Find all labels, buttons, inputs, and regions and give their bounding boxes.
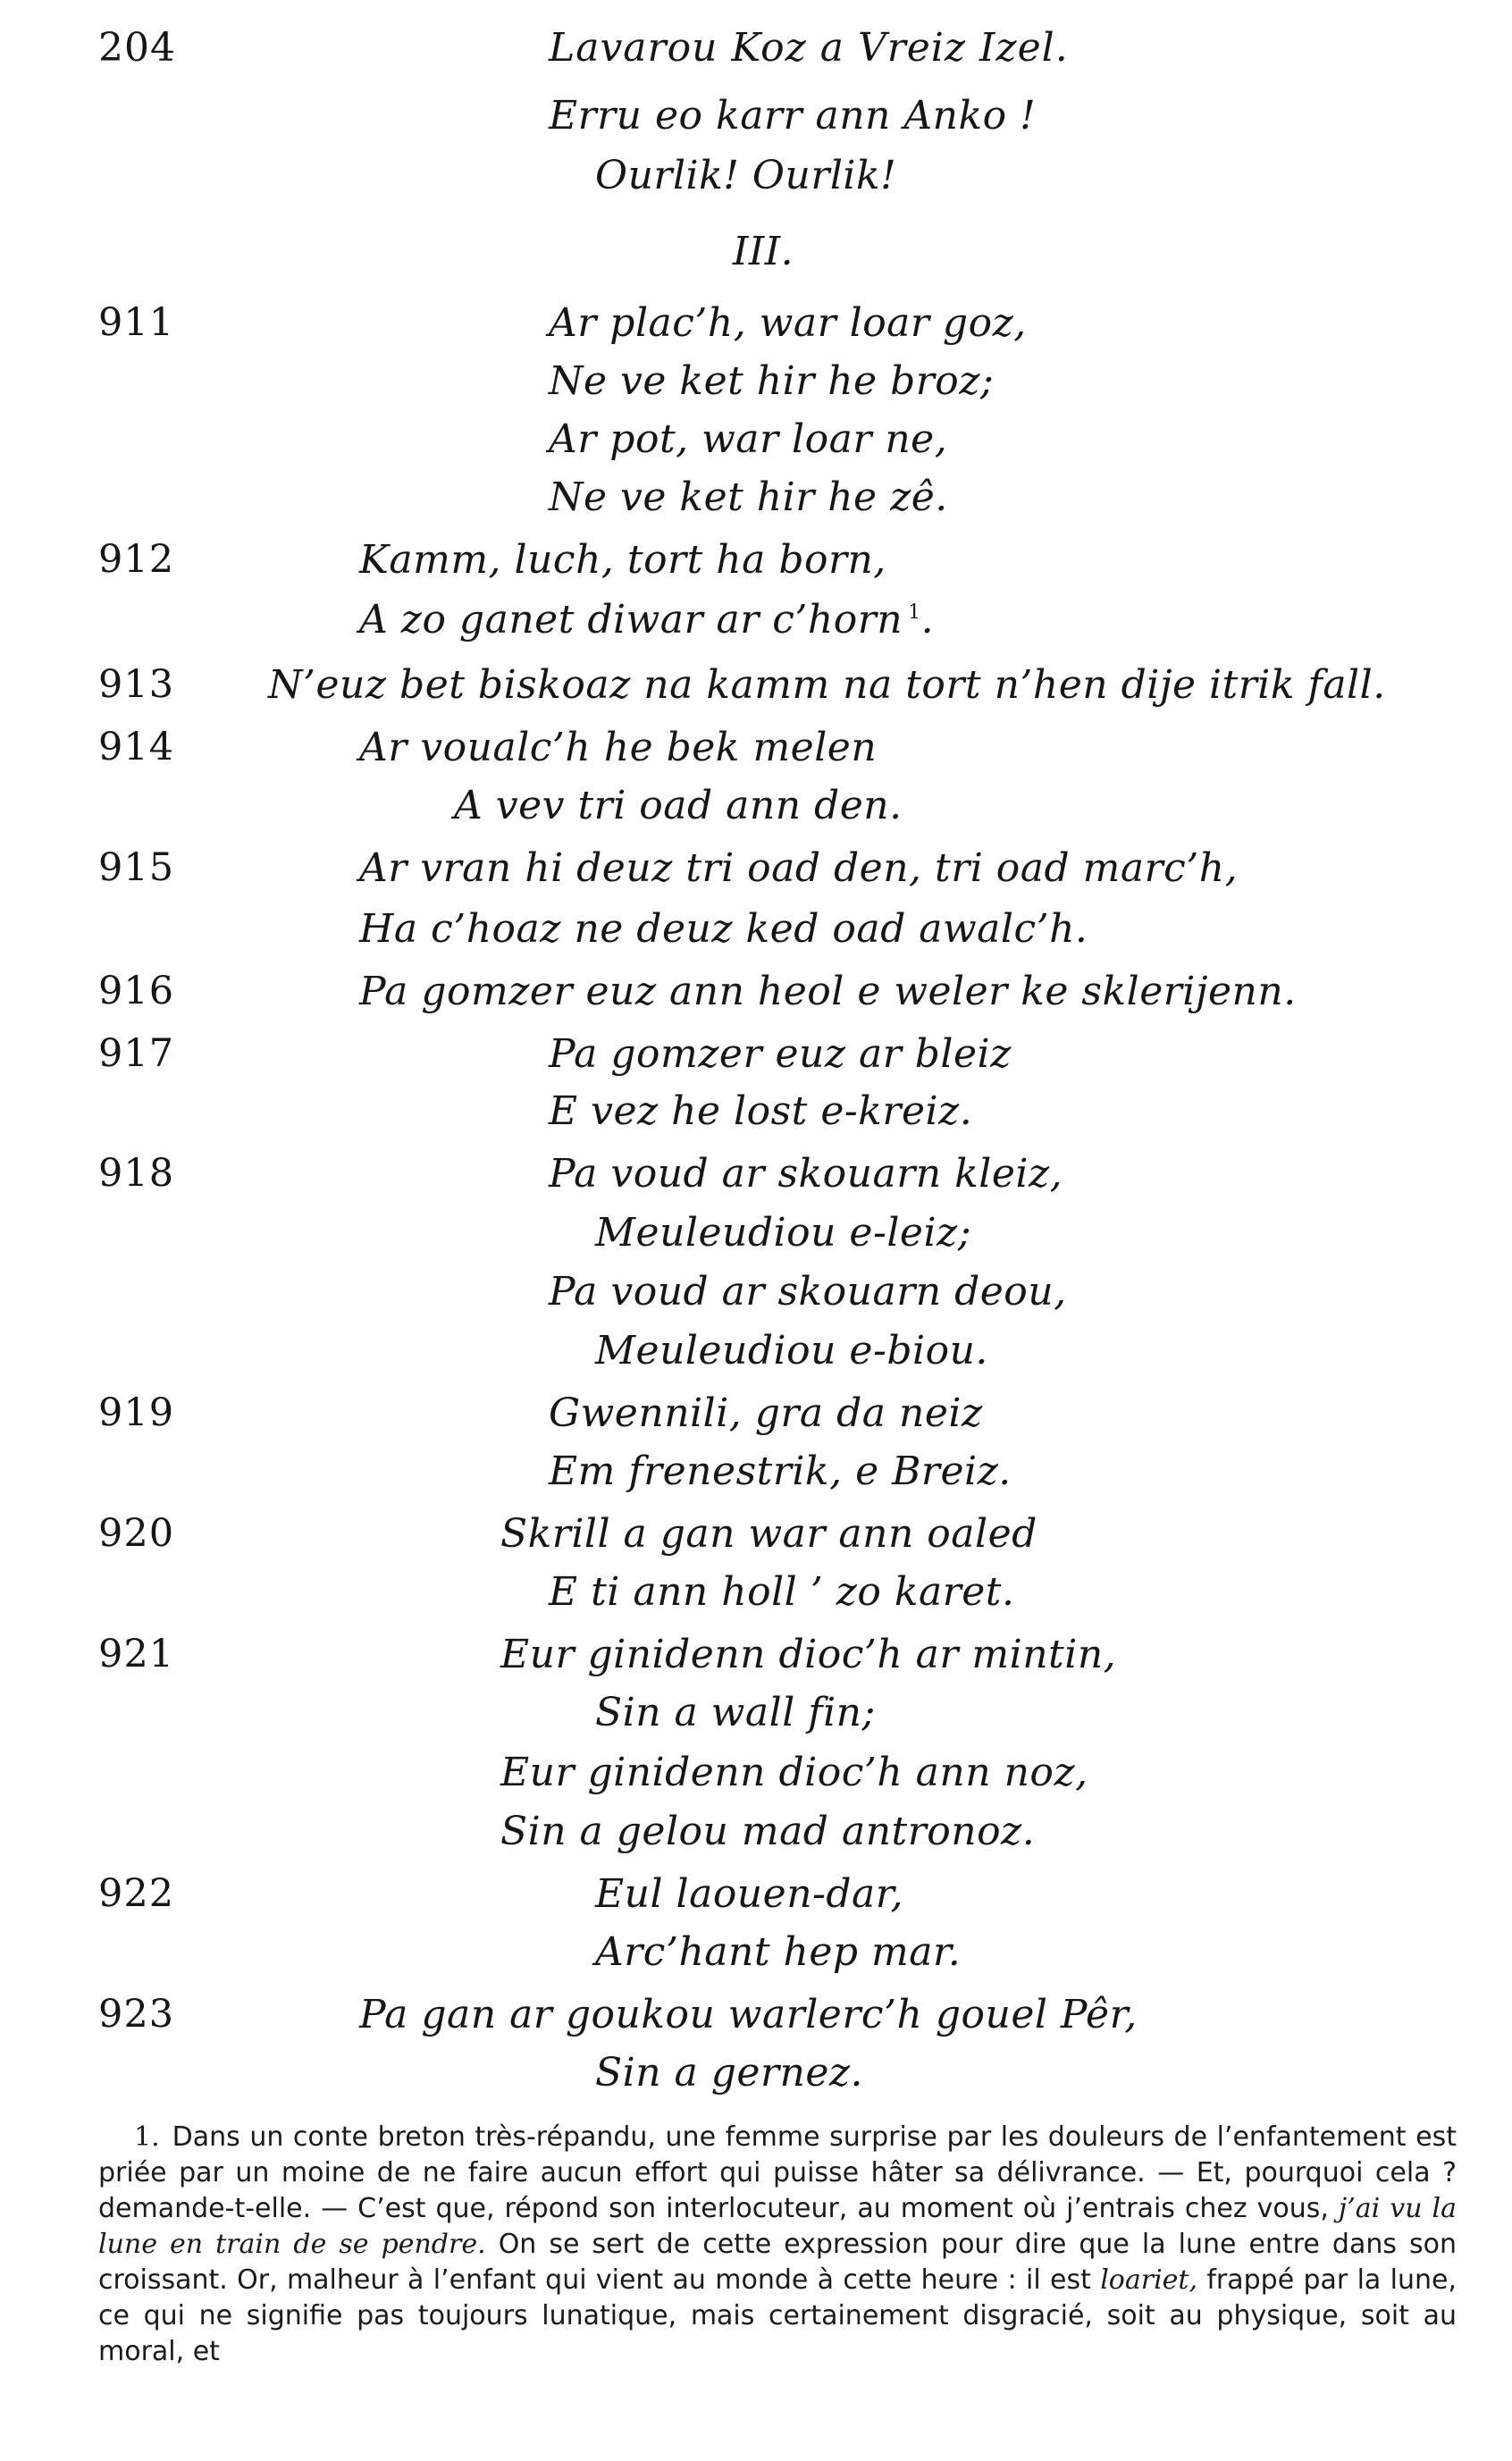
footnote-italic: loariet, bbox=[1100, 2264, 1198, 2296]
verse-line: Arc’hant hep mar. bbox=[595, 1929, 962, 1975]
footnote-italic: j’ai vu la lune en train de se pendre. bbox=[98, 2193, 1457, 2260]
verse-number: 916 bbox=[98, 969, 175, 1013]
verse-line: Sin a gernez. bbox=[595, 2050, 864, 2096]
verse-line: Eul laouen-dar, bbox=[595, 1871, 903, 1917]
verse-line: Erru eo karr ann Anko ! bbox=[549, 93, 1037, 139]
verse-number: 913 bbox=[98, 662, 175, 707]
verse-number: 914 bbox=[98, 725, 175, 769]
footnote-reference[interactable]: 1 bbox=[908, 601, 921, 625]
verse-line: N’euz bet biskoaz na kamm na tort n’hen dije itrik fall. bbox=[268, 662, 1386, 708]
footnote-marker: 1. bbox=[134, 2121, 160, 2153]
verse-line: Ar pot, war loar ne, bbox=[549, 416, 948, 462]
verse-number: 918 bbox=[98, 1151, 175, 1196]
verse-line: Ourlik! Ourlik! bbox=[595, 153, 897, 198]
verse-line: Skrill a gan war ann oaled bbox=[500, 1511, 1037, 1557]
page-number: 204 bbox=[98, 25, 176, 71]
verse-line: Eur ginidenn dioc’h ar mintin, bbox=[500, 1632, 1117, 1677]
footnote bbox=[98, 2120, 1457, 2370]
verse-line: Gwennili, gra da neiz bbox=[549, 1390, 983, 1436]
section-heading: III. bbox=[733, 229, 794, 274]
verse-line: Ne ve ket hir he zê. bbox=[549, 475, 948, 520]
verse-line: Sin a wall fin; bbox=[595, 1690, 876, 1735]
verse-line: Meuleudiou e-leiz; bbox=[595, 1210, 972, 1256]
verse-line bbox=[359, 597, 935, 643]
footnote-text: frappé par la lune, ce qui ne signifie pas toujours lunatique, mais certainement disgracié, soit au physique, soit au moral, et bbox=[98, 2264, 1457, 2367]
verse-line: Pa gan ar goukou warlerc’h gouel Pêr, bbox=[359, 1992, 1138, 2037]
verse-number: 923 bbox=[98, 1992, 175, 2037]
verse-line: E vez he lost e-kreiz. bbox=[549, 1088, 973, 1134]
footnote-text: On se sert de cette expression pour dire que la lune entre dans son croissant. Or, malheur à l’enfant qui vient au monde à cette heure : il est bbox=[98, 2229, 1457, 2296]
verse-number: 919 bbox=[98, 1390, 175, 1435]
verse-line: Ha c’hoaz ne deuz ked oad awalc’h. bbox=[359, 906, 1088, 952]
verse-line: Kamm, luch, tort ha born, bbox=[359, 537, 886, 583]
verse-number: 917 bbox=[98, 1031, 175, 1076]
verse-line: Meuleudiou e-biou. bbox=[595, 1328, 988, 1373]
verse-line: E ti ann holl ’ zo karet. bbox=[549, 1569, 1015, 1615]
verse-line: Ar voualc’h he bek melen bbox=[359, 725, 878, 770]
verse-text: A zo ganet diwar ar c’horn bbox=[359, 597, 903, 643]
footnote-text: Dans un conte breton très-répandu, une femme surprise par les douleurs de l’enfantement est priée par un moine de ne faire aucun effort qui puisse hâter sa délivrance. — Et, pourquoi cela ? demande-t-elle. — C’est que, répond son interlocuteur, au moment où j’entrais chez vous, bbox=[98, 2121, 1457, 2224]
verse-number: 915 bbox=[98, 845, 175, 890]
verse-number: 922 bbox=[98, 1871, 175, 1916]
verse-line: Em frenestrik, e Breiz. bbox=[549, 1449, 1012, 1494]
verse-line: Pa voud ar skouarn deou, bbox=[549, 1269, 1067, 1314]
verse-line: Eur ginidenn dioc’h ann noz, bbox=[500, 1750, 1088, 1795]
verse-line: Pa gomzer euz ar bleiz bbox=[549, 1031, 1012, 1077]
verse-line: Sin a gelou mad antronoz. bbox=[500, 1809, 1036, 1854]
verse-line: Ne ve ket hir he broz; bbox=[549, 358, 995, 404]
verse-line: Ar plac’h, war loar goz, bbox=[549, 300, 1027, 346]
verse-number: 920 bbox=[98, 1511, 175, 1556]
verse-number: 921 bbox=[98, 1632, 175, 1676]
running-title: Lavarou Koz a Vreiz Izel. bbox=[549, 25, 1069, 71]
verse-line: A vev tri oad ann den. bbox=[454, 783, 903, 828]
footnote-paragraph bbox=[98, 2120, 1457, 2370]
verse-line: Pa voud ar skouarn kleiz, bbox=[549, 1151, 1063, 1197]
verse-punctuation: . bbox=[920, 597, 935, 643]
verse-number: 911 bbox=[98, 300, 175, 345]
verse-number: 912 bbox=[98, 537, 175, 582]
verse-line: Pa gomzer euz ann heol e weler ke sklerijenn. bbox=[359, 969, 1297, 1014]
verse-line: Ar vran hi deuz tri oad den, tri oad marc’h, bbox=[359, 845, 1239, 891]
